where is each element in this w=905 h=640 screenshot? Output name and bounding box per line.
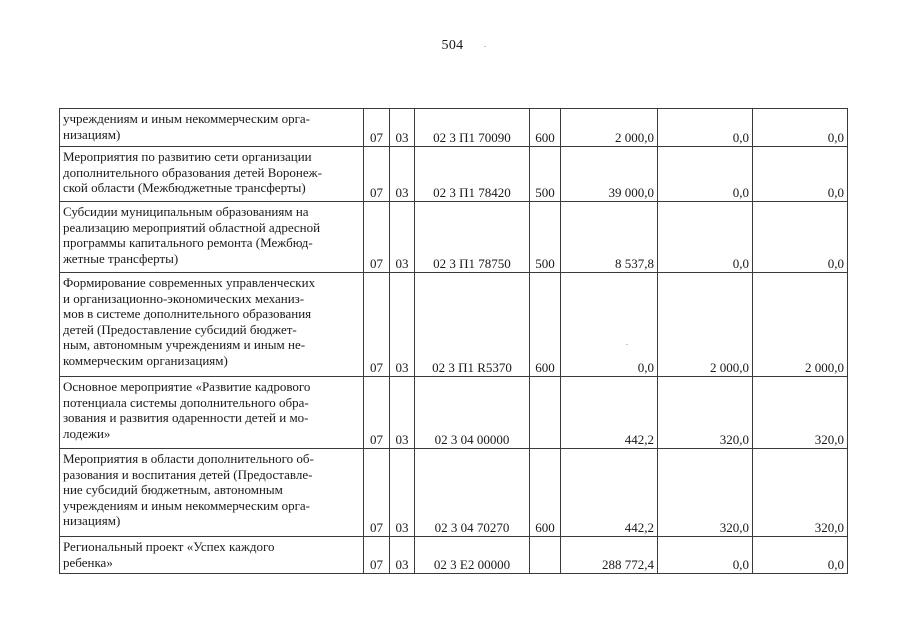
cell-pr: 03 [390, 537, 415, 574]
cell-csr: 02 3 П1 78750 [415, 202, 530, 273]
cell-csr: 02 3 04 70270 [415, 449, 530, 537]
table-row [60, 377, 848, 449]
cell-year3: 320,0 [753, 377, 848, 449]
row-description: Формирование современных управленческих и организационно-экономических механиз- мов в системе дополнительного образования детей (Предоставление субсидий бюджет- ным, автономным учреждениям и иным не- коммерческим организациям) [60, 273, 364, 377]
cell-year2: 0,0 [658, 537, 753, 574]
cell-csr: 02 3 П1 78420 [415, 147, 530, 202]
table-row [60, 109, 848, 147]
cell-year3: 320,0 [753, 449, 848, 537]
table-row [60, 449, 848, 537]
cell-csr: 02 3 П1 R5370 [415, 273, 530, 377]
row-description: Мероприятия в области дополнительного об- разования и воспитания детей (Предоставле- ние субсидий бюджетным, автономным учреждениям и иным некоммерческим орга- низациям) [60, 449, 364, 537]
cell-rz: 07 [364, 202, 390, 273]
cell-year1: 8 537,8 [561, 202, 658, 273]
cell-vr: 600 [530, 449, 561, 537]
cell-rz: 07 [364, 147, 390, 202]
table-row [60, 273, 848, 377]
cell-year3: 0,0 [753, 202, 848, 273]
cell-year1: 442,2 [561, 449, 658, 537]
cell-pr: 03 [390, 147, 415, 202]
cell-pr: 03 [390, 449, 415, 537]
row-description: Мероприятия по развитию сети организации дополнительного образования детей Воронеж- ской области (Межбюджетные трансферты) [60, 147, 364, 202]
row-description: Региональный проект «Успех каждого ребенка» [60, 537, 364, 574]
cell-year2: 320,0 [658, 377, 753, 449]
cell-rz: 07 [364, 377, 390, 449]
cell-rz: 07 [364, 109, 390, 147]
cell-year1: 39 000,0 [561, 147, 658, 202]
cell-vr [530, 377, 561, 449]
table-row [60, 537, 848, 574]
table-row [60, 202, 848, 273]
cell-pr: 03 [390, 109, 415, 147]
cell-year2: 2 000,0 [658, 273, 753, 377]
cell-csr: 02 3 04 00000 [415, 377, 530, 449]
cell-vr: 600 [530, 109, 561, 147]
cell-csr: 02 3 Е2 00000 [415, 537, 530, 574]
cell-year2: 0,0 [658, 202, 753, 273]
cell-rz: 07 [364, 537, 390, 574]
scan-speck [484, 46, 486, 47]
table-row [60, 147, 848, 202]
cell-year2: 0,0 [658, 109, 753, 147]
cell-year3: 0,0 [753, 109, 848, 147]
cell-year2: 0,0 [658, 147, 753, 202]
row-description: Субсидии муниципальным образованиям на реализацию мероприятий областной адресной программы капитального ремонта (Межбюд- жетные трансферты) [60, 202, 364, 273]
cell-year1: 288 772,4 [561, 537, 658, 574]
cell-rz: 07 [364, 449, 390, 537]
row-description: учреждениям и иным некоммерческим орга- низациям) [60, 109, 364, 147]
cell-year1: 0,0 [561, 273, 658, 377]
cell-year3: 2 000,0 [753, 273, 848, 377]
cell-year3: 0,0 [753, 147, 848, 202]
cell-vr: 500 [530, 202, 561, 273]
cell-pr: 03 [390, 273, 415, 377]
cell-year2: 320,0 [658, 449, 753, 537]
cell-pr: 03 [390, 377, 415, 449]
cell-csr: 02 3 П1 70090 [415, 109, 530, 147]
budget-table [59, 108, 848, 574]
cell-vr: 500 [530, 147, 561, 202]
row-description: Основное мероприятие «Развитие кадрового потенциала системы дополнительного обра- зования и развития одаренности детей и мо- лодежи» [60, 377, 364, 449]
cell-year3: 0,0 [753, 537, 848, 574]
cell-vr: 600 [530, 273, 561, 377]
cell-rz: 07 [364, 273, 390, 377]
page-number: 504 [441, 38, 464, 53]
cell-pr: 03 [390, 202, 415, 273]
cell-year1: 2 000,0 [561, 109, 658, 147]
cell-year1: 442,2 [561, 377, 658, 449]
cell-vr [530, 537, 561, 574]
